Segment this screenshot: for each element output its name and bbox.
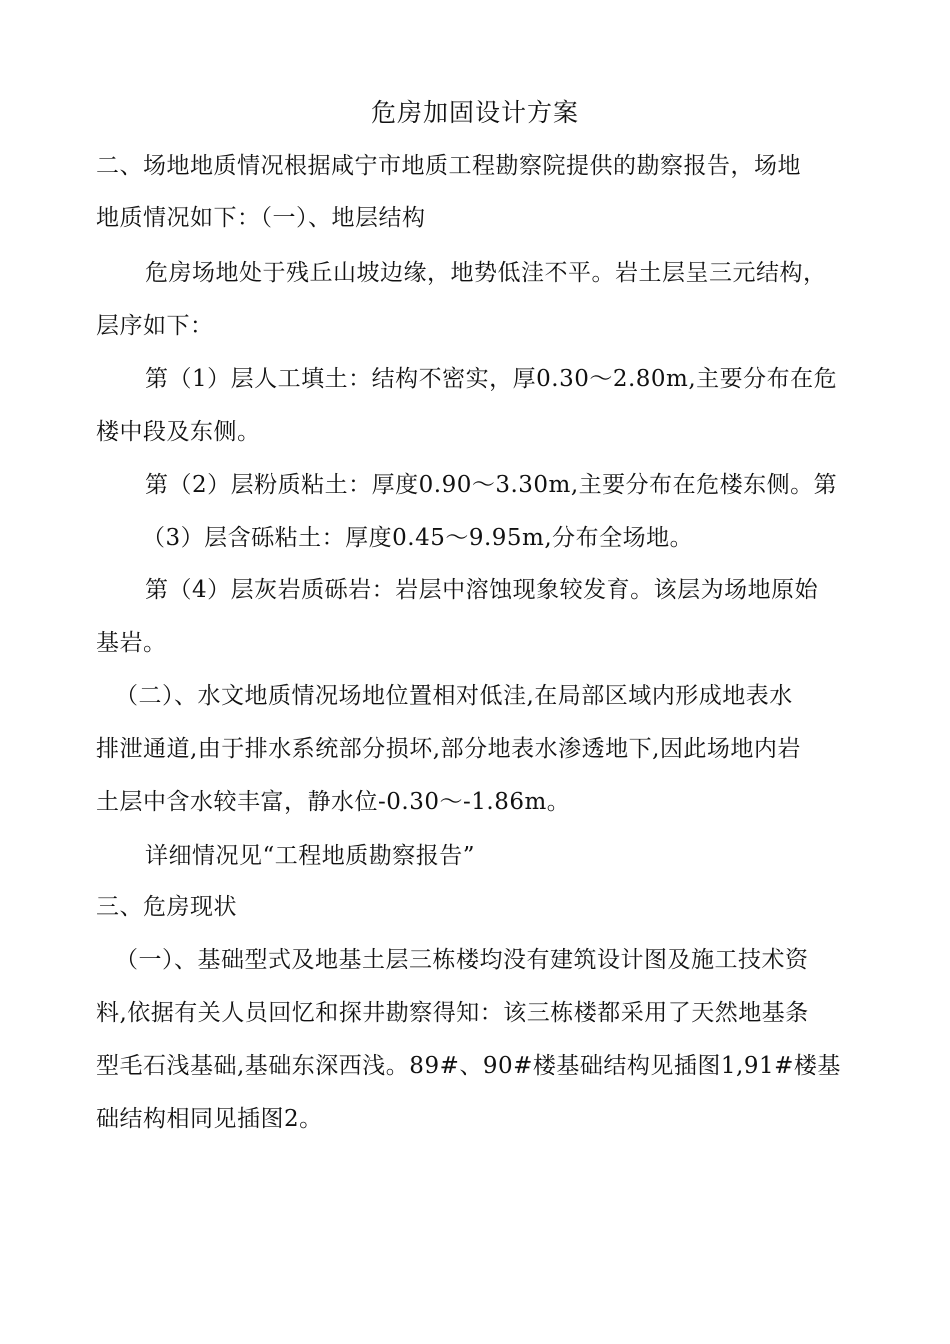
text-line: 排泄通道,由于排水系统部分损坏,部分地表水渗透地下,因此场地内岩 <box>96 736 801 762</box>
text-line: 型毛石浅基础,基础东深西浅。89#、90#楼基础结构见插图1,91#楼基 <box>96 1053 841 1079</box>
section-heading: 三、危房现状 <box>96 894 237 920</box>
text-line: 第（1）层人工填土：结构不密实，厚0.30〜2.80m,主要分布在危 <box>145 366 838 392</box>
document-title: 危房加固设计方案 <box>370 98 579 127</box>
text-line: 楼中段及东侧。 <box>96 419 261 445</box>
text-line: 层序如下： <box>96 313 214 339</box>
text-line: 地质情况如下：（一）、地层结构 <box>96 205 426 231</box>
text-line: 危房场地处于残丘山坡边缘，地势低洼不平。岩土层呈三元结构， <box>145 260 827 286</box>
text-line: 第（4）层灰岩质砾岩：岩层中溶蚀现象较发育。该层为场地原始 <box>145 577 819 603</box>
text-line: （二）、水文地质情况场地位置相对低洼,在局部区域内形成地表水 <box>115 683 793 709</box>
text-line: 础结构相同见插图2。 <box>96 1106 323 1132</box>
text-line: 二、场地地质情况根据咸宁市地质工程勘察院提供的勘察报告，场地 <box>96 153 801 179</box>
text-line: （一）、基础型式及地基土层三栋楼均没有建筑设计图及施工技术资 <box>115 947 809 973</box>
text-line: 土层中含水较丰富，静水位-0.30〜-1.86m。 <box>96 789 571 815</box>
text-line: （3）层含砾粘土：厚度0.45〜9.95m,分布全场地。 <box>142 525 694 551</box>
text-line: 料,依据有关人员回忆和探井勘察得知：该三栋楼都采用了天然地基条 <box>96 1000 809 1026</box>
text-line: 详细情况见“工程地质勘察报告” <box>145 843 476 869</box>
text-line: 第（2）层粉质粘土：厚度0.90〜3.30m,主要分布在危楼东侧。第 <box>145 472 838 498</box>
text-line: 基岩。 <box>96 630 167 656</box>
